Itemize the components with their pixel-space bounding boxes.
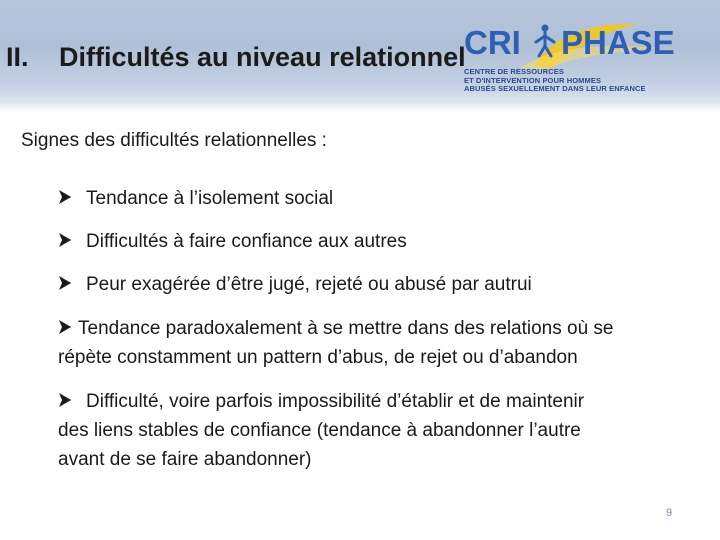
logo-tagline <box>464 68 646 94</box>
page-number: 9 <box>666 507 673 519</box>
bullet-text: Peur exagérée d’être jugé, rejeté ou abusé par autrui <box>86 274 532 295</box>
bullet-item <box>58 314 708 372</box>
slide-title <box>6 42 466 73</box>
bullet-text-line: Tendance paradoxalement à se mettre dans des relations où se <box>78 318 614 339</box>
arrowhead-bullet-icon <box>58 275 72 291</box>
bullet-text-line: Difficulté, voire parfois impossibilité d’établir et de maintenir <box>86 391 585 412</box>
bullet-item <box>58 227 708 256</box>
bullet-text: Tendance à l’isolement social <box>86 188 334 209</box>
logo-tagline-line: ABUSÉS SEXUELLEMENT DANS LEUR ENFANCE <box>464 84 646 93</box>
logo-tagline-line: ET D'INTERVENTION POUR HOMMES <box>464 75 602 85</box>
bullet-text-line: avant de se faire abandonner) <box>58 449 312 470</box>
bullet-item <box>58 184 708 213</box>
logo-wordmark-right: PHASE <box>561 24 675 61</box>
logo-wordmark-graphic <box>460 18 718 70</box>
bullet-text-line: des liens stables de confiance (tendance à abandonner l’autre <box>58 420 581 441</box>
bullet-text: Difficultés à faire confiance aux autres <box>86 231 407 252</box>
arrowhead-bullet-icon <box>58 232 72 248</box>
section-number: II. <box>6 42 29 72</box>
bullet-text-line: répète constamment un pattern d’abus, de rejet ou d’abandon <box>58 347 578 368</box>
intro-text: Signes des difficultés relationnelles : <box>21 130 327 151</box>
arrowhead-bullet-icon <box>58 319 72 335</box>
criphase-logo <box>460 18 718 106</box>
section-title: Difficultés au niveau relationnel <box>59 42 466 72</box>
bullet-item <box>58 270 708 299</box>
bullet-item <box>58 387 708 474</box>
logo-tagline-line: CENTRE DE RESSOURCES <box>464 67 564 76</box>
arrowhead-bullet-icon <box>58 392 72 408</box>
arrowhead-bullet-icon <box>58 189 72 205</box>
logo-wordmark-left: CRI <box>464 24 521 61</box>
